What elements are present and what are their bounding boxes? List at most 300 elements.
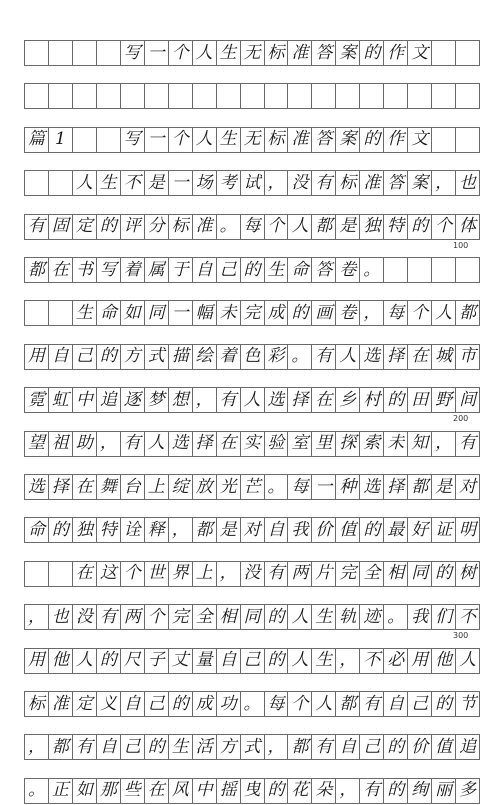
grid-cell: 乡 — [336, 388, 360, 412]
grid-cell: 的 — [360, 128, 384, 152]
grid-cell: 如 — [73, 779, 97, 803]
grid-cell: 村 — [360, 388, 384, 412]
grid-cell: 些 — [121, 779, 145, 803]
grid-cell: 标 — [25, 692, 49, 716]
grid-cell — [456, 41, 480, 65]
grid-cell: 。 — [288, 345, 312, 369]
grid-cell: 两 — [121, 605, 145, 629]
grid-cell: 每 — [384, 301, 408, 325]
grid-cell: 两 — [288, 562, 312, 586]
grid-row — [24, 778, 480, 804]
grid-cell: 是 — [432, 475, 456, 499]
grid-cell: 己 — [73, 345, 97, 369]
grid-cell: 准 — [360, 171, 384, 195]
grid-cell — [408, 258, 432, 282]
grid-cell: 准 — [49, 692, 73, 716]
grid-cell: 作 — [384, 128, 408, 152]
grid-cell: 值 — [336, 518, 360, 542]
grid-cell: 卷 — [336, 301, 360, 325]
grid-cell: 都 — [25, 258, 49, 282]
grid-row — [24, 561, 480, 587]
grid-cell: ， — [336, 649, 360, 673]
grid-cell: 我 — [288, 518, 312, 542]
grid-cell: ， — [169, 518, 193, 542]
grid-row — [24, 300, 480, 326]
grid-cell: 有 — [312, 735, 336, 759]
grid-cell: 书 — [73, 258, 97, 282]
grid-row — [24, 214, 480, 240]
grid-cell: 都 — [312, 215, 336, 239]
grid-cell: 人 — [193, 128, 217, 152]
grid-cell: 个 — [288, 692, 312, 716]
grid-cell: 有 — [25, 215, 49, 239]
grid-cell: 独 — [73, 518, 97, 542]
grid-cell: ， — [432, 432, 456, 456]
grid-cell: 用 — [25, 649, 49, 673]
word-count-marker: 300 — [453, 631, 469, 641]
grid-cell: 没 — [288, 171, 312, 195]
grid-cell: 明 — [456, 518, 480, 542]
grid-cell — [384, 258, 408, 282]
grid-cell — [49, 562, 73, 586]
grid-cell: 有 — [217, 388, 241, 412]
grid-cell: 追 — [97, 388, 121, 412]
grid-cell: 们 — [432, 605, 456, 629]
grid-cell: 生 — [73, 301, 97, 325]
grid-cell: 是 — [336, 215, 360, 239]
grid-cell: 的 — [360, 518, 384, 542]
grid-cell: 芒 — [241, 475, 265, 499]
grid-cell — [121, 84, 145, 108]
grid-cell: 命 — [288, 258, 312, 282]
grid-cell: 试 — [241, 171, 265, 195]
grid-cell: 是 — [145, 171, 169, 195]
grid-cell: ， — [97, 432, 121, 456]
grid-row — [24, 604, 480, 630]
grid-row — [24, 257, 480, 283]
grid-cell: 个 — [169, 41, 193, 65]
grid-cell: 正 — [49, 779, 73, 803]
grid-cell: 生 — [312, 605, 336, 629]
grid-cell: 虹 — [49, 388, 73, 412]
grid-cell: 放 — [193, 475, 217, 499]
grid-cell: 固 — [49, 215, 73, 239]
grid-cell: 风 — [169, 779, 193, 803]
grid-cell: 。 — [217, 215, 241, 239]
grid-cell: 答 — [312, 258, 336, 282]
grid-row — [24, 474, 480, 500]
grid-cell: 也 — [456, 171, 480, 195]
grid-cell: 证 — [432, 518, 456, 542]
grid-cell: 上 — [145, 475, 169, 499]
grid-cell: 择 — [288, 388, 312, 412]
grid-cell: 1 — [49, 128, 73, 152]
grid-cell: 篇 — [25, 128, 49, 152]
grid-cell: 间 — [456, 388, 480, 412]
grid-cell: 的 — [97, 649, 121, 673]
grid-row — [24, 83, 480, 109]
grid-cell: 一 — [169, 301, 193, 325]
grid-cell: 望 — [25, 432, 49, 456]
grid-cell: 人 — [456, 649, 480, 673]
grid-cell: 写 — [97, 258, 121, 282]
grid-cell: 每 — [288, 475, 312, 499]
grid-cell — [25, 301, 49, 325]
grid-cell: 舞 — [97, 475, 121, 499]
grid-cell: 自 — [384, 692, 408, 716]
grid-cell: 用 — [25, 345, 49, 369]
grid-cell: 想 — [169, 388, 193, 412]
grid-row — [24, 40, 480, 66]
grid-cell: 未 — [217, 301, 241, 325]
grid-cell: 都 — [193, 518, 217, 542]
grid-cell: 定 — [73, 692, 97, 716]
grid-cell: 己 — [360, 735, 384, 759]
grid-cell: 特 — [384, 215, 408, 239]
grid-cell: 的 — [241, 258, 265, 282]
grid-cell: 选 — [25, 475, 49, 499]
grid-cell: 有 — [360, 779, 384, 803]
grid-cell: 着 — [121, 258, 145, 282]
grid-cell: 属 — [145, 258, 169, 282]
grid-cell: 在 — [145, 779, 169, 803]
grid-cell: 都 — [49, 735, 73, 759]
grid-cell: 同 — [408, 562, 432, 586]
grid-cell — [73, 128, 97, 152]
grid-cell: 描 — [169, 345, 193, 369]
grid-cell: 好 — [408, 518, 432, 542]
grid-row — [24, 387, 480, 413]
grid-cell: 的 — [432, 692, 456, 716]
grid-cell: 如 — [121, 301, 145, 325]
word-count-marker: 100 — [453, 240, 469, 250]
grid-cell: 人 — [312, 692, 336, 716]
grid-cell: 案 — [336, 128, 360, 152]
grid-cell: 人 — [73, 171, 97, 195]
grid-cell: 中 — [193, 779, 217, 803]
grid-cell: 。 — [360, 258, 384, 282]
grid-cell: 片 — [312, 562, 336, 586]
grid-cell: ， — [336, 779, 360, 803]
grid-cell: 。 — [25, 779, 49, 803]
grid-cell: 自 — [336, 735, 360, 759]
grid-cell — [49, 41, 73, 65]
grid-cell: 分 — [145, 215, 169, 239]
grid-cell: 式 — [145, 345, 169, 369]
grid-cell: 不 — [360, 649, 384, 673]
grid-cell: 多 — [456, 779, 480, 803]
grid-cell: ， — [432, 171, 456, 195]
grid-cell: 同 — [145, 301, 169, 325]
grid-cell: 种 — [336, 475, 360, 499]
grid-cell: 有 — [456, 432, 480, 456]
grid-cell — [73, 84, 97, 108]
grid-cell: 体 — [456, 215, 480, 239]
grid-cell: 己 — [408, 692, 432, 716]
grid-cell: 都 — [336, 692, 360, 716]
grid-cell: 文 — [408, 128, 432, 152]
grid-cell: ， — [193, 388, 217, 412]
grid-cell: 都 — [456, 301, 480, 325]
grid-cell: 在 — [312, 388, 336, 412]
grid-row — [24, 691, 480, 717]
grid-cell: 价 — [408, 735, 432, 759]
grid-cell: 绽 — [169, 475, 193, 499]
grid-cell: 那 — [97, 779, 121, 803]
grid-cell: 世 — [145, 562, 169, 586]
grid-cell: 霓 — [25, 388, 49, 412]
grid-cell: 我 — [408, 605, 432, 629]
grid-cell — [25, 171, 49, 195]
grid-row — [24, 431, 480, 457]
grid-cell: 式 — [241, 735, 265, 759]
grid-cell: 子 — [145, 649, 169, 673]
grid-cell: 最 — [384, 518, 408, 542]
grid-cell: 命 — [25, 518, 49, 542]
grid-cell — [97, 84, 121, 108]
grid-cell: 个 — [408, 301, 432, 325]
grid-cell: 着 — [217, 345, 241, 369]
grid-cell: 场 — [193, 171, 217, 195]
grid-cell: 的 — [384, 388, 408, 412]
grid-row — [24, 127, 480, 153]
grid-cell: 的 — [265, 779, 289, 803]
grid-cell: 无 — [241, 41, 265, 65]
grid-cell: 评 — [121, 215, 145, 239]
grid-cell: 标 — [265, 41, 289, 65]
grid-cell: 自 — [265, 518, 289, 542]
grid-row — [24, 517, 480, 543]
grid-cell: 自 — [49, 345, 73, 369]
grid-cell: 每 — [241, 215, 265, 239]
grid-cell: ， — [265, 171, 289, 195]
grid-cell: 标 — [265, 128, 289, 152]
grid-cell: 特 — [97, 518, 121, 542]
grid-cell: 都 — [408, 475, 432, 499]
grid-cell: 朵 — [312, 779, 336, 803]
grid-cell: 同 — [241, 605, 265, 629]
grid-cell: 选 — [360, 345, 384, 369]
grid-cell: 画 — [312, 301, 336, 325]
grid-cell: 自 — [217, 649, 241, 673]
grid-cell — [25, 84, 49, 108]
grid-cell: 选 — [265, 388, 289, 412]
grid-cell: 实 — [241, 432, 265, 456]
grid-cell: 彩 — [265, 345, 289, 369]
grid-cell: 。 — [265, 475, 289, 499]
grid-cell: 有 — [97, 605, 121, 629]
grid-cell: 相 — [384, 562, 408, 586]
grid-cell: 准 — [193, 215, 217, 239]
grid-cell: 一 — [145, 128, 169, 152]
grid-cell: 田 — [408, 388, 432, 412]
grid-cell: 有 — [312, 345, 336, 369]
grid-cell: 人 — [432, 301, 456, 325]
grid-cell: 人 — [241, 388, 265, 412]
grid-cell — [408, 84, 432, 108]
grid-cell: 的 — [265, 649, 289, 673]
grid-cell: 生 — [169, 735, 193, 759]
grid-cell: 生 — [312, 649, 336, 673]
grid-cell: 择 — [384, 345, 408, 369]
grid-cell: 命 — [97, 301, 121, 325]
grid-cell: 完 — [169, 605, 193, 629]
grid-cell: 择 — [49, 475, 73, 499]
grid-cell: 在 — [73, 475, 97, 499]
grid-cell: 里 — [312, 432, 336, 456]
grid-cell: 人 — [145, 432, 169, 456]
grid-cell — [432, 128, 456, 152]
grid-cell: 他 — [432, 649, 456, 673]
grid-cell: 用 — [408, 649, 432, 673]
grid-cell: 人 — [288, 649, 312, 673]
grid-cell — [49, 84, 73, 108]
grid-cell: 择 — [384, 475, 408, 499]
grid-cell: 人 — [73, 649, 97, 673]
grid-cell: 是 — [217, 518, 241, 542]
grid-cell — [97, 128, 121, 152]
grid-cell: 节 — [456, 692, 480, 716]
grid-cell: 对 — [241, 518, 265, 542]
grid-cell: 轨 — [336, 605, 360, 629]
grid-cell: 绘 — [193, 345, 217, 369]
grid-cell: 市 — [456, 345, 480, 369]
grid-cell: 个 — [432, 215, 456, 239]
grid-cell: 对 — [456, 475, 480, 499]
grid-cell: 。 — [241, 692, 265, 716]
grid-cell: 必 — [384, 649, 408, 673]
grid-cell: 准 — [288, 128, 312, 152]
grid-cell — [432, 41, 456, 65]
grid-cell — [456, 128, 480, 152]
grid-cell: 索 — [360, 432, 384, 456]
grid-cell: 方 — [217, 735, 241, 759]
grid-cell: 界 — [169, 562, 193, 586]
grid-cell: 案 — [408, 171, 432, 195]
grid-cell: 值 — [432, 735, 456, 759]
grid-cell — [145, 84, 169, 108]
grid-cell: 独 — [360, 215, 384, 239]
grid-cell: 。 — [384, 605, 408, 629]
grid-cell: 个 — [169, 128, 193, 152]
grid-cell: ， — [360, 301, 384, 325]
grid-cell — [312, 84, 336, 108]
grid-cell: 写 — [121, 128, 145, 152]
grid-cell: 花 — [288, 779, 312, 803]
grid-cell: 择 — [193, 432, 217, 456]
grid-cell: 一 — [169, 171, 193, 195]
grid-cell: 诠 — [121, 518, 145, 542]
grid-cell: 上 — [193, 562, 217, 586]
grid-cell: 一 — [312, 475, 336, 499]
grid-cell: 己 — [217, 258, 241, 282]
grid-cell: 于 — [169, 258, 193, 282]
grid-row — [24, 734, 480, 760]
grid-cell: 选 — [169, 432, 193, 456]
grid-cell: 考 — [217, 171, 241, 195]
grid-cell: 的 — [49, 518, 73, 542]
grid-cell — [456, 258, 480, 282]
grid-cell: 的 — [384, 779, 408, 803]
grid-cell — [193, 84, 217, 108]
grid-cell: 全 — [360, 562, 384, 586]
grid-cell: 在 — [408, 345, 432, 369]
grid-cell: 的 — [97, 345, 121, 369]
grid-cell: 个 — [145, 605, 169, 629]
grid-cell: 祖 — [49, 432, 73, 456]
grid-cell: 的 — [384, 735, 408, 759]
grid-cell: 释 — [145, 518, 169, 542]
grid-cell: 义 — [97, 692, 121, 716]
grid-cell: 一 — [145, 41, 169, 65]
grid-cell: 没 — [241, 562, 265, 586]
grid-cell: 未 — [384, 432, 408, 456]
grid-cell: 助 — [73, 432, 97, 456]
grid-cell: 己 — [121, 735, 145, 759]
grid-cell: 全 — [193, 605, 217, 629]
grid-cell: 的 — [169, 692, 193, 716]
grid-cell: 有 — [73, 735, 97, 759]
grid-cell: 的 — [432, 562, 456, 586]
grid-cell — [360, 84, 384, 108]
grid-cell: 案 — [336, 41, 360, 65]
grid-cell: ， — [25, 735, 49, 759]
grid-cell: 生 — [217, 41, 241, 65]
grid-cell: 人 — [288, 215, 312, 239]
grid-cell: 不 — [456, 605, 480, 629]
grid-cell: 有 — [265, 562, 289, 586]
grid-cell: 活 — [193, 735, 217, 759]
grid-cell: 自 — [121, 692, 145, 716]
grid-cell: 有 — [360, 692, 384, 716]
grid-cell: 丽 — [432, 779, 456, 803]
grid-cell: 的 — [97, 215, 121, 239]
grid-cell: ， — [265, 735, 289, 759]
grid-cell — [169, 84, 193, 108]
grid-cell — [265, 84, 289, 108]
grid-cell: 自 — [97, 735, 121, 759]
grid-cell: 生 — [217, 128, 241, 152]
grid-cell: 的 — [145, 735, 169, 759]
grid-cell: 完 — [336, 562, 360, 586]
grid-cell: 逐 — [121, 388, 145, 412]
grid-cell: 迹 — [360, 605, 384, 629]
grid-cell: 室 — [288, 432, 312, 456]
grid-cell: 答 — [312, 41, 336, 65]
grid-cell: 探 — [336, 432, 360, 456]
grid-cell: 不 — [121, 171, 145, 195]
grid-cell: 作 — [384, 41, 408, 65]
grid-cell: 这 — [97, 562, 121, 586]
grid-cell: 在 — [217, 432, 241, 456]
grid-cell: 台 — [121, 475, 145, 499]
word-count-marker: 200 — [453, 414, 469, 424]
grid-cell — [432, 258, 456, 282]
grid-cell: 个 — [265, 215, 289, 239]
grid-cell: 生 — [265, 258, 289, 282]
grid-cell: 有 — [121, 432, 145, 456]
grid-cell: 的 — [288, 301, 312, 325]
grid-cell: 价 — [312, 518, 336, 542]
grid-row — [24, 170, 480, 196]
grid-cell: 个 — [121, 562, 145, 586]
grid-cell: ， — [25, 605, 49, 629]
grid-cell: 光 — [217, 475, 241, 499]
grid-cell: 选 — [360, 475, 384, 499]
grid-cell — [217, 84, 241, 108]
grid-cell — [336, 84, 360, 108]
grid-cell — [432, 84, 456, 108]
